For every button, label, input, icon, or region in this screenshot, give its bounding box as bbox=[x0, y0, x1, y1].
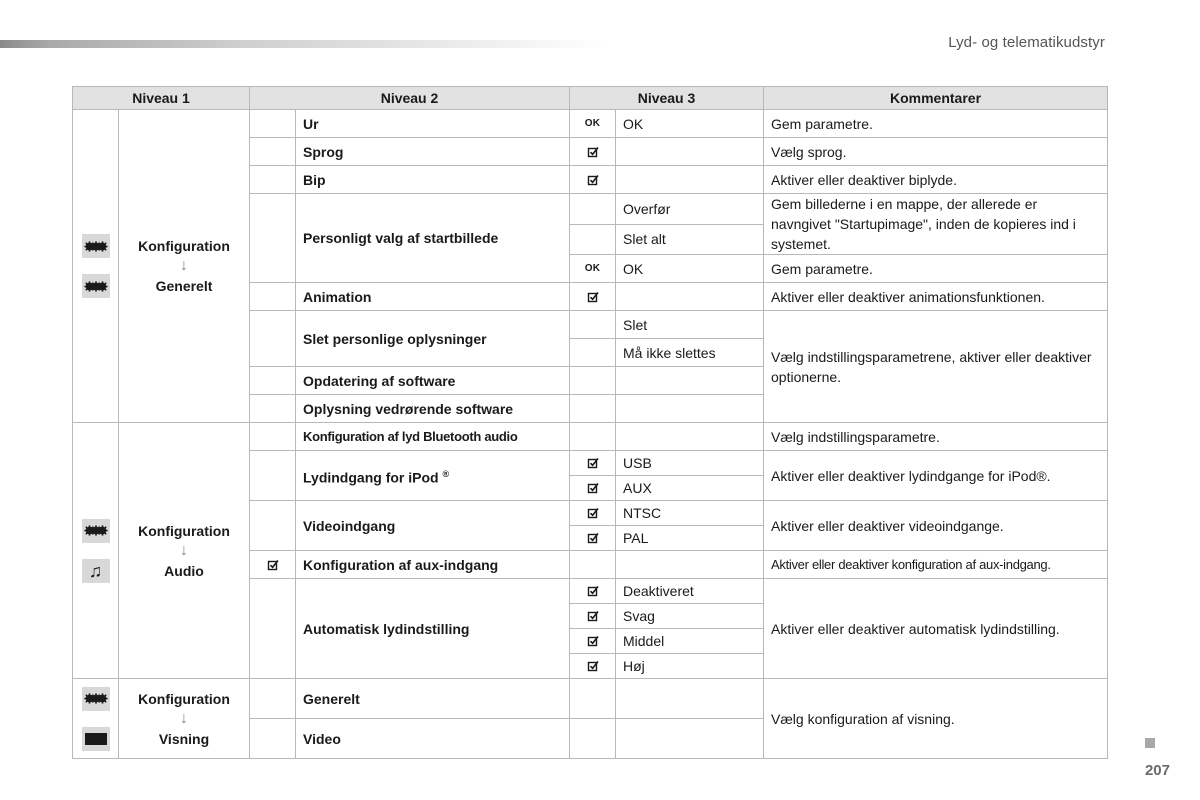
table-row bbox=[73, 679, 1108, 719]
comment-aux-indgang: Aktiver eller deaktiver konfiguration af aux-indgang. bbox=[764, 551, 1108, 579]
level3-ur-value: OK bbox=[616, 110, 764, 138]
comment-automatisk: Aktiver eller deaktiver automatisk lydindstilling. bbox=[764, 579, 1108, 679]
level2-animation: Animation bbox=[296, 283, 570, 311]
ok-icon: OK bbox=[570, 255, 616, 283]
level3-slet-alt: Slet alt bbox=[616, 224, 764, 255]
page-number: 207 bbox=[1144, 762, 1170, 779]
level3-deaktiveret: Deaktiveret bbox=[616, 579, 764, 604]
checkbox-icon bbox=[570, 654, 616, 679]
column-header-niveau-1: Niveau 1 bbox=[73, 87, 250, 110]
level3-overfor: Overfør bbox=[616, 194, 764, 225]
down-arrow-icon: ↓ bbox=[180, 709, 188, 727]
level3-ma-ikke-slettes: Må ikke slettes bbox=[616, 339, 764, 367]
level1-visning bbox=[119, 679, 250, 759]
level3-usb: USB bbox=[616, 451, 764, 476]
section-icons-audio bbox=[73, 423, 119, 679]
checkbox-icon bbox=[570, 629, 616, 654]
comment-ipod: Aktiver eller deaktiver lydindgange for iPod®. bbox=[764, 451, 1108, 501]
table-row bbox=[73, 110, 1108, 138]
checkbox-icon bbox=[570, 526, 616, 551]
level3-middel: Middel bbox=[616, 629, 764, 654]
level1-subtitle: Generelt bbox=[155, 278, 213, 294]
level1-title: Konfiguration bbox=[138, 690, 230, 707]
level2-video: Video bbox=[296, 719, 570, 759]
level3-ok: OK bbox=[616, 255, 764, 283]
comment-slet: Vælg indstillingsparametrene, aktiver eller deaktiver optionerne. bbox=[764, 311, 1108, 423]
comment-videoindgang: Aktiver eller deaktiver videoindgange. bbox=[764, 501, 1108, 551]
checkbox-icon bbox=[570, 166, 616, 194]
level2-generelt: Generelt bbox=[296, 679, 570, 719]
settings-gears-icon bbox=[82, 274, 110, 298]
screen-icon bbox=[82, 727, 110, 751]
comment-bip: Aktiver eller deaktiver biplyde. bbox=[764, 166, 1108, 194]
comment-bluetooth: Vælg indstillingsparametre. bbox=[764, 423, 1108, 451]
level2-opdatering: Opdatering af software bbox=[296, 367, 570, 395]
comment-sprog: Vælg sprog. bbox=[764, 138, 1108, 166]
level2-bluetooth: Konfiguration af lyd Bluetooth audio bbox=[296, 423, 570, 451]
section-icons-visning bbox=[73, 679, 119, 759]
level2-startbillede: Personligt valg af startbillede bbox=[296, 194, 570, 283]
level2-oplysning: Oplysning vedrørende software bbox=[296, 395, 570, 423]
down-arrow-icon: ↓ bbox=[180, 541, 188, 559]
level3-hoj: Høj bbox=[616, 654, 764, 679]
checkbox-icon bbox=[570, 283, 616, 311]
comment-startbillede-gem: Gem parametre. bbox=[764, 255, 1108, 283]
level2-aux-indgang: Konfiguration af aux-indgang bbox=[296, 551, 570, 579]
level3-ntsc: NTSC bbox=[616, 501, 764, 526]
music-note-icon: ♫ bbox=[82, 559, 110, 583]
checkbox-icon bbox=[570, 476, 616, 501]
level1-subtitle: Audio bbox=[164, 562, 204, 579]
checkbox-icon bbox=[570, 501, 616, 526]
down-arrow-icon: ↓ bbox=[180, 257, 188, 274]
level3-aux: AUX bbox=[616, 476, 764, 501]
level2-bip: Bip bbox=[296, 166, 570, 194]
comment-animation: Aktiver eller deaktiver animationsfunktionen. bbox=[764, 283, 1108, 311]
checkbox-icon bbox=[570, 138, 616, 166]
table-header-row bbox=[73, 87, 1108, 110]
checkbox-icon bbox=[570, 451, 616, 476]
level3-slet: Slet bbox=[616, 311, 764, 339]
level2-sprog: Sprog bbox=[296, 138, 570, 166]
checkbox-icon bbox=[570, 579, 616, 604]
settings-gears-icon bbox=[82, 234, 110, 258]
comment-ur: Gem parametre. bbox=[764, 110, 1108, 138]
level1-subtitle: Visning bbox=[158, 730, 210, 747]
chapter-title: Lyd- og telematikudstyr bbox=[948, 34, 1105, 51]
level1-title: Konfiguration bbox=[138, 238, 230, 254]
column-header-kommentarer: Kommentarer bbox=[764, 87, 1108, 110]
table-row bbox=[73, 423, 1108, 451]
column-header-niveau-3: Niveau 3 bbox=[570, 87, 764, 110]
settings-table bbox=[72, 86, 1108, 759]
level2-slet-oplysninger: Slet personlige oplysninger bbox=[296, 311, 570, 367]
ok-icon: OK bbox=[570, 110, 616, 138]
column-header-niveau-2: Niveau 2 bbox=[250, 87, 570, 110]
level3-svag: Svag bbox=[616, 604, 764, 629]
header-gradient-bar bbox=[0, 40, 610, 48]
checkbox-icon bbox=[570, 604, 616, 629]
level1-audio bbox=[119, 423, 250, 679]
comment-visning: Vælg konfiguration af visning. bbox=[764, 679, 1108, 759]
level2-ipod: Lydindgang for iPod ® bbox=[296, 451, 570, 501]
level2-ur: Ur bbox=[296, 110, 570, 138]
settings-gears-icon bbox=[82, 519, 110, 543]
level2-automatisk: Automatisk lydindstilling bbox=[296, 579, 570, 679]
comment-startbillede: Gem billederne i en mappe, der allerede er navngivet "Startupimage", inden de kopieres ind i systemet. bbox=[764, 194, 1108, 255]
checkbox-icon bbox=[250, 551, 296, 579]
level2-videoindgang: Videoindgang bbox=[296, 501, 570, 551]
settings-gears-icon bbox=[82, 687, 110, 711]
level3-pal: PAL bbox=[616, 526, 764, 551]
section-icons-generelt bbox=[73, 110, 119, 423]
level1-title: Konfiguration bbox=[138, 522, 230, 539]
level1-generelt bbox=[119, 110, 250, 423]
page-marker bbox=[1145, 738, 1155, 748]
